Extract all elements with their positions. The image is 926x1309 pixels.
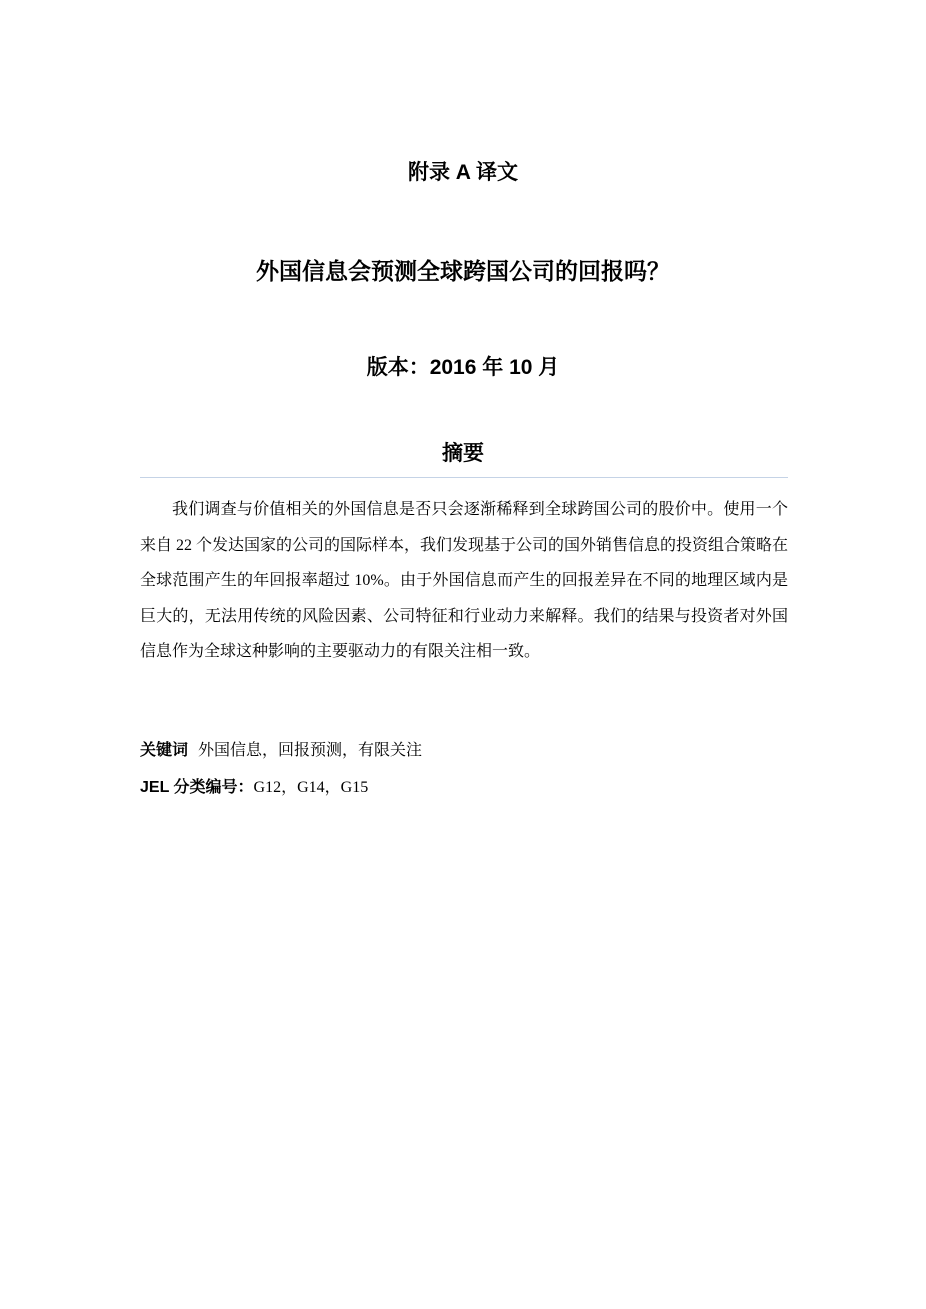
abstract-heading: 摘要 [442, 442, 484, 465]
keywords-line [140, 737, 788, 765]
jel-label: JEL 分类编号 [140, 779, 238, 796]
version-line: 版本：2016 年 10 月 [366, 356, 560, 379]
keywords-value: 外国信息，回报预测，有限关注 [198, 742, 423, 759]
paper-title: 外国信息会预测全球跨国公司的回报吗？ [256, 258, 670, 284]
abstract-body: 我们调查与价值相关的外国信息是否只会逐渐稀释到全球跨国公司的股价中。使用一个来自 22 个发达国家的公司的国际样本，我们发现基于公司的国外销售信息的投资组合策略在全球范围产生的年回报率超过 10%。由于外国信息而产生的回报差异在不同的地理区域内是巨大的，无法用传统的风险因素、公司特征和行业动力来解释。我们的结果与投资者对外国信息作为全球这种影响的主要驱动力的有限关注相一致。 [140, 501, 789, 660]
jel-classification-line [140, 774, 788, 802]
keywords-label: 关键词 [140, 742, 189, 759]
jel-separator: ： [237, 779, 254, 796]
abstract-divider [140, 477, 788, 478]
jel-codes: G12，G14，G15 [253, 779, 369, 796]
appendix-heading: 附录 A 译文 [407, 161, 519, 184]
